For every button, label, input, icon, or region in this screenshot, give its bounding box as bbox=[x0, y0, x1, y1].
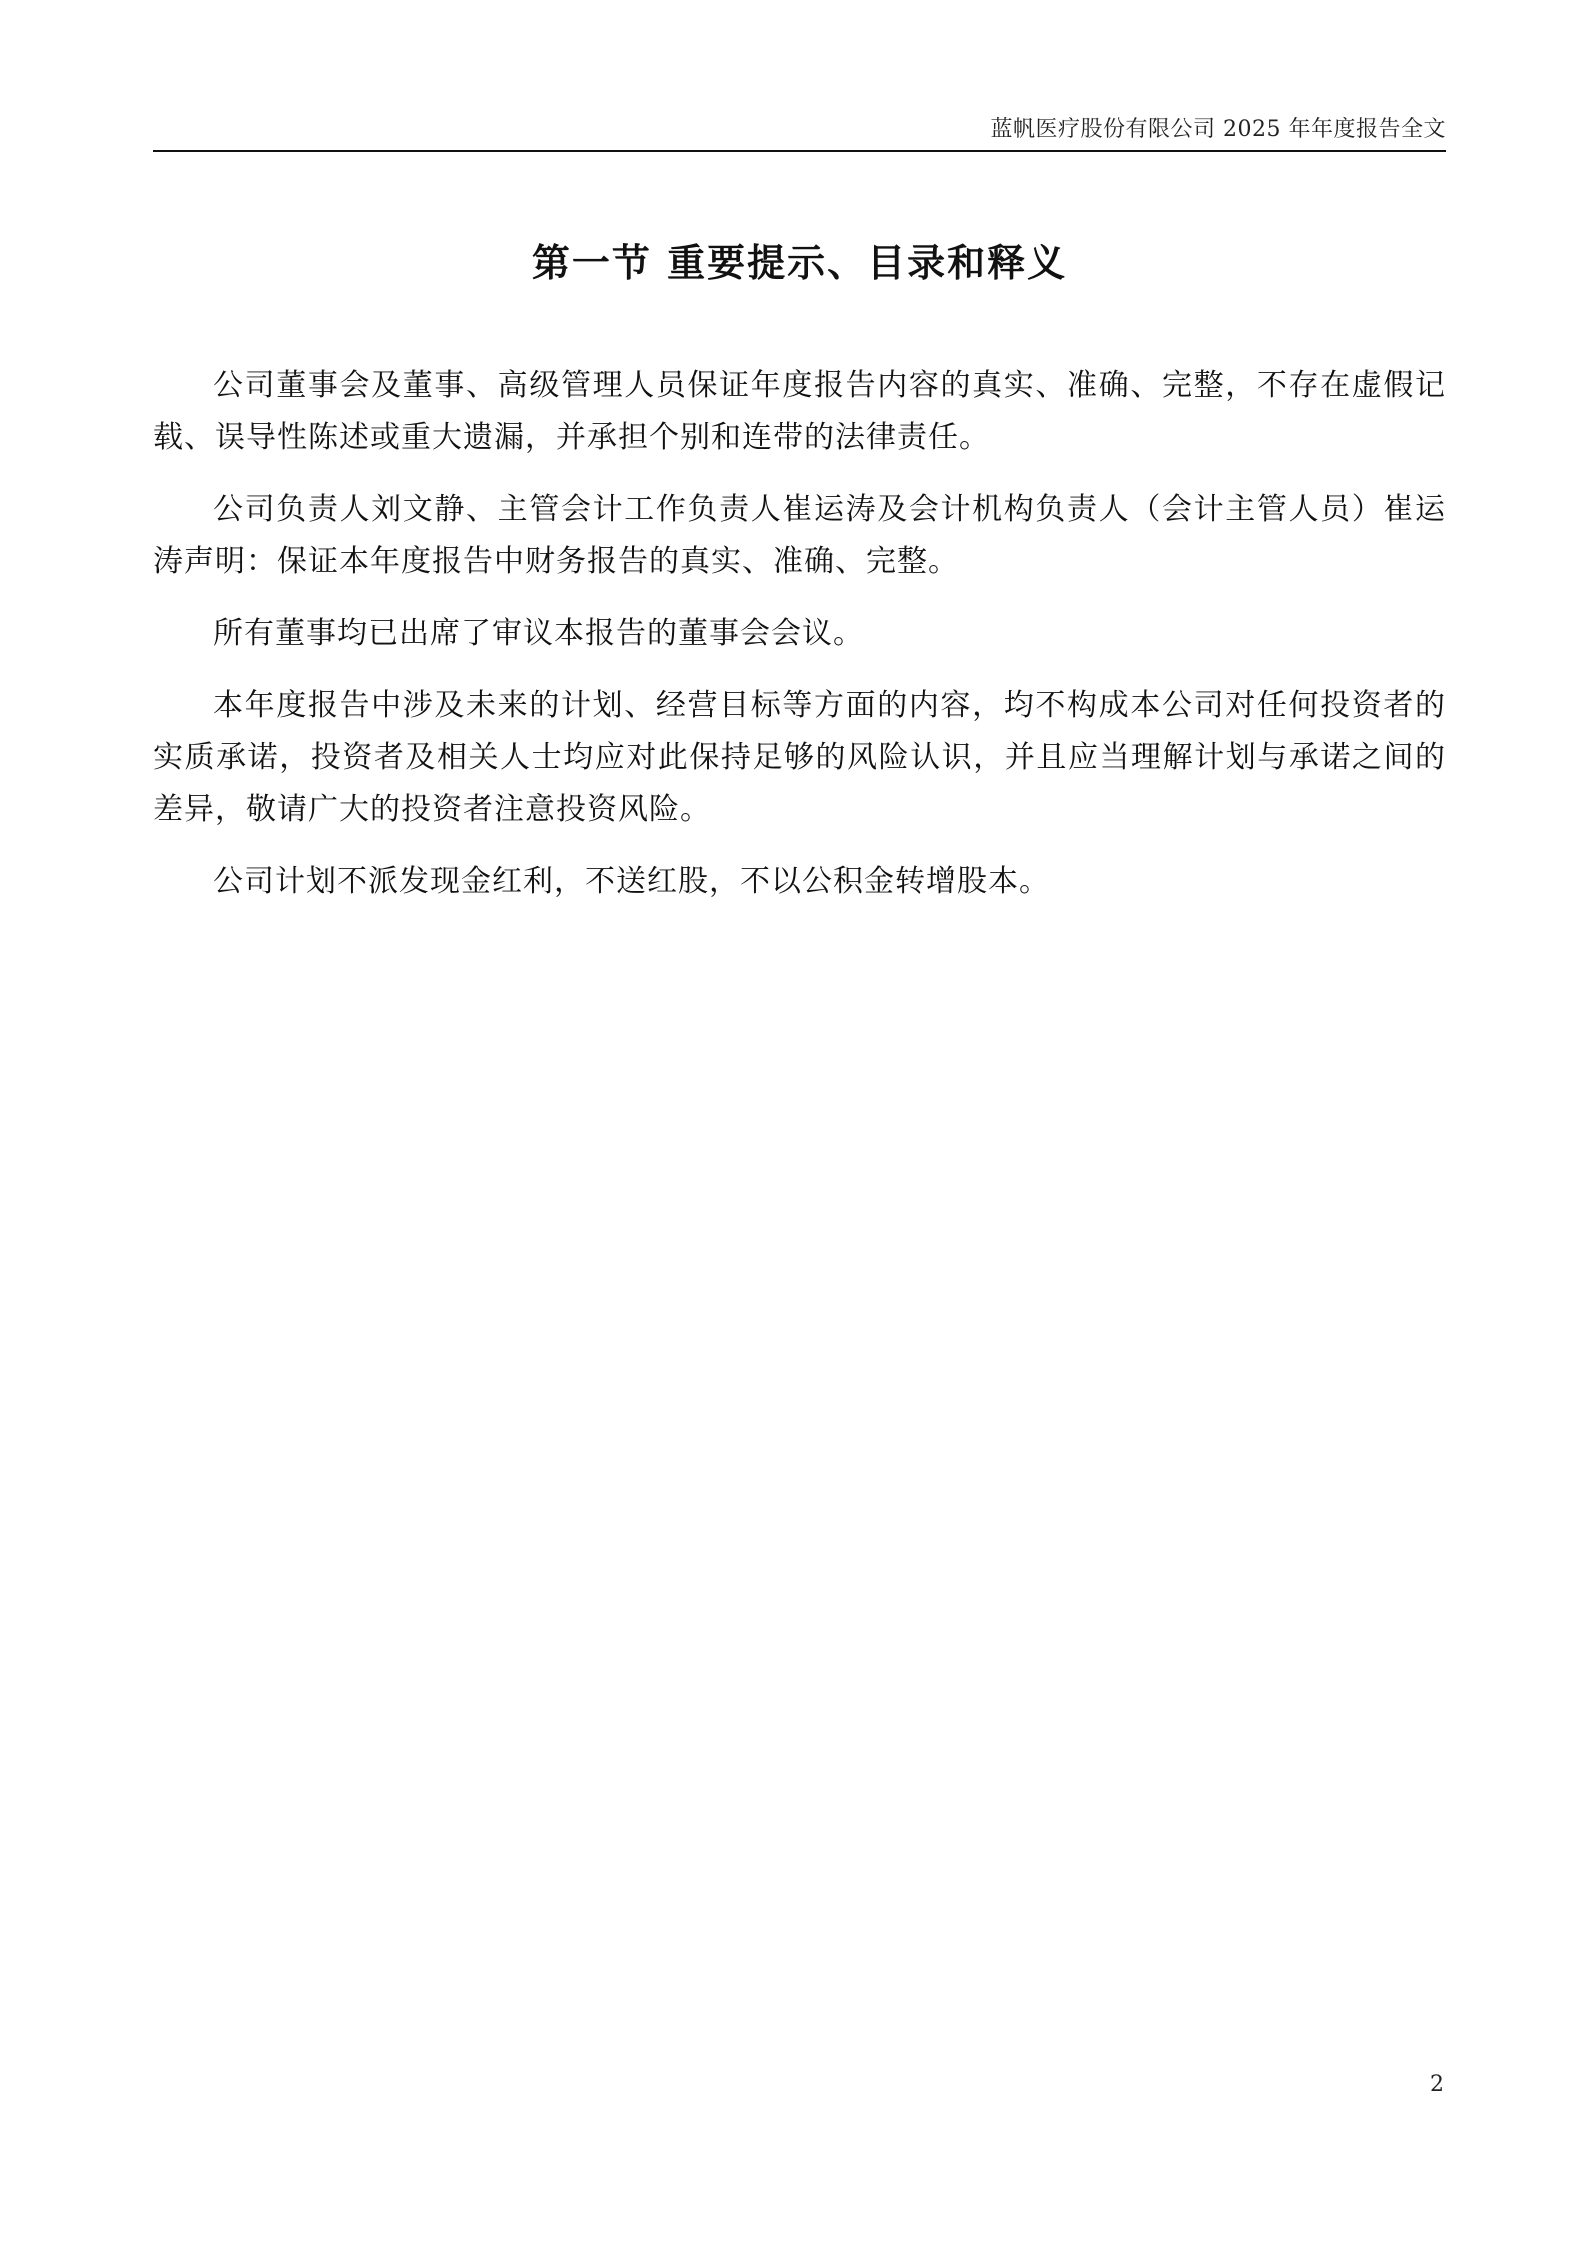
running-header: 蓝帆医疗股份有限公司 2025 年年度报告全文 bbox=[990, 117, 1446, 142]
body-text bbox=[153, 360, 1446, 928]
paragraph-responsible-persons: 公司负责人刘文静、主管会计工作负责人崔运涛及会计机构负责人（会计主管人员）崔运涛声明：保证本年度报告中财务报告的真实、准确、完整。 bbox=[153, 492, 1446, 579]
section-title: 第一节 重要提示、目录和释义 bbox=[531, 240, 1068, 285]
paragraph-dividend-plan: 公司计划不派发现金红利，不送红股，不以公积金转增股本。 bbox=[213, 864, 1050, 899]
paragraph-board-guarantee: 公司董事会及董事、高级管理人员保证年度报告内容的真实、准确、完整，不存在虚假记载、误导性陈述或重大遗漏，并承担个别和连带的法律责任。 bbox=[153, 368, 1446, 455]
header-rule bbox=[153, 150, 1446, 152]
paragraph-forward-looking-statement: 本年度报告中涉及未来的计划、经营目标等方面的内容，均不构成本公司对任何投资者的实质承诺，投资者及相关人士均应对此保持足够的风险认识，并且应当理解计划与承诺之间的差异，敬请广大的投资者注意投资风险。 bbox=[153, 688, 1446, 827]
paragraph-directors-attendance: 所有董事均已出席了审议本报告的董事会会议。 bbox=[213, 616, 864, 651]
page-number: 2 bbox=[1430, 2072, 1444, 2097]
